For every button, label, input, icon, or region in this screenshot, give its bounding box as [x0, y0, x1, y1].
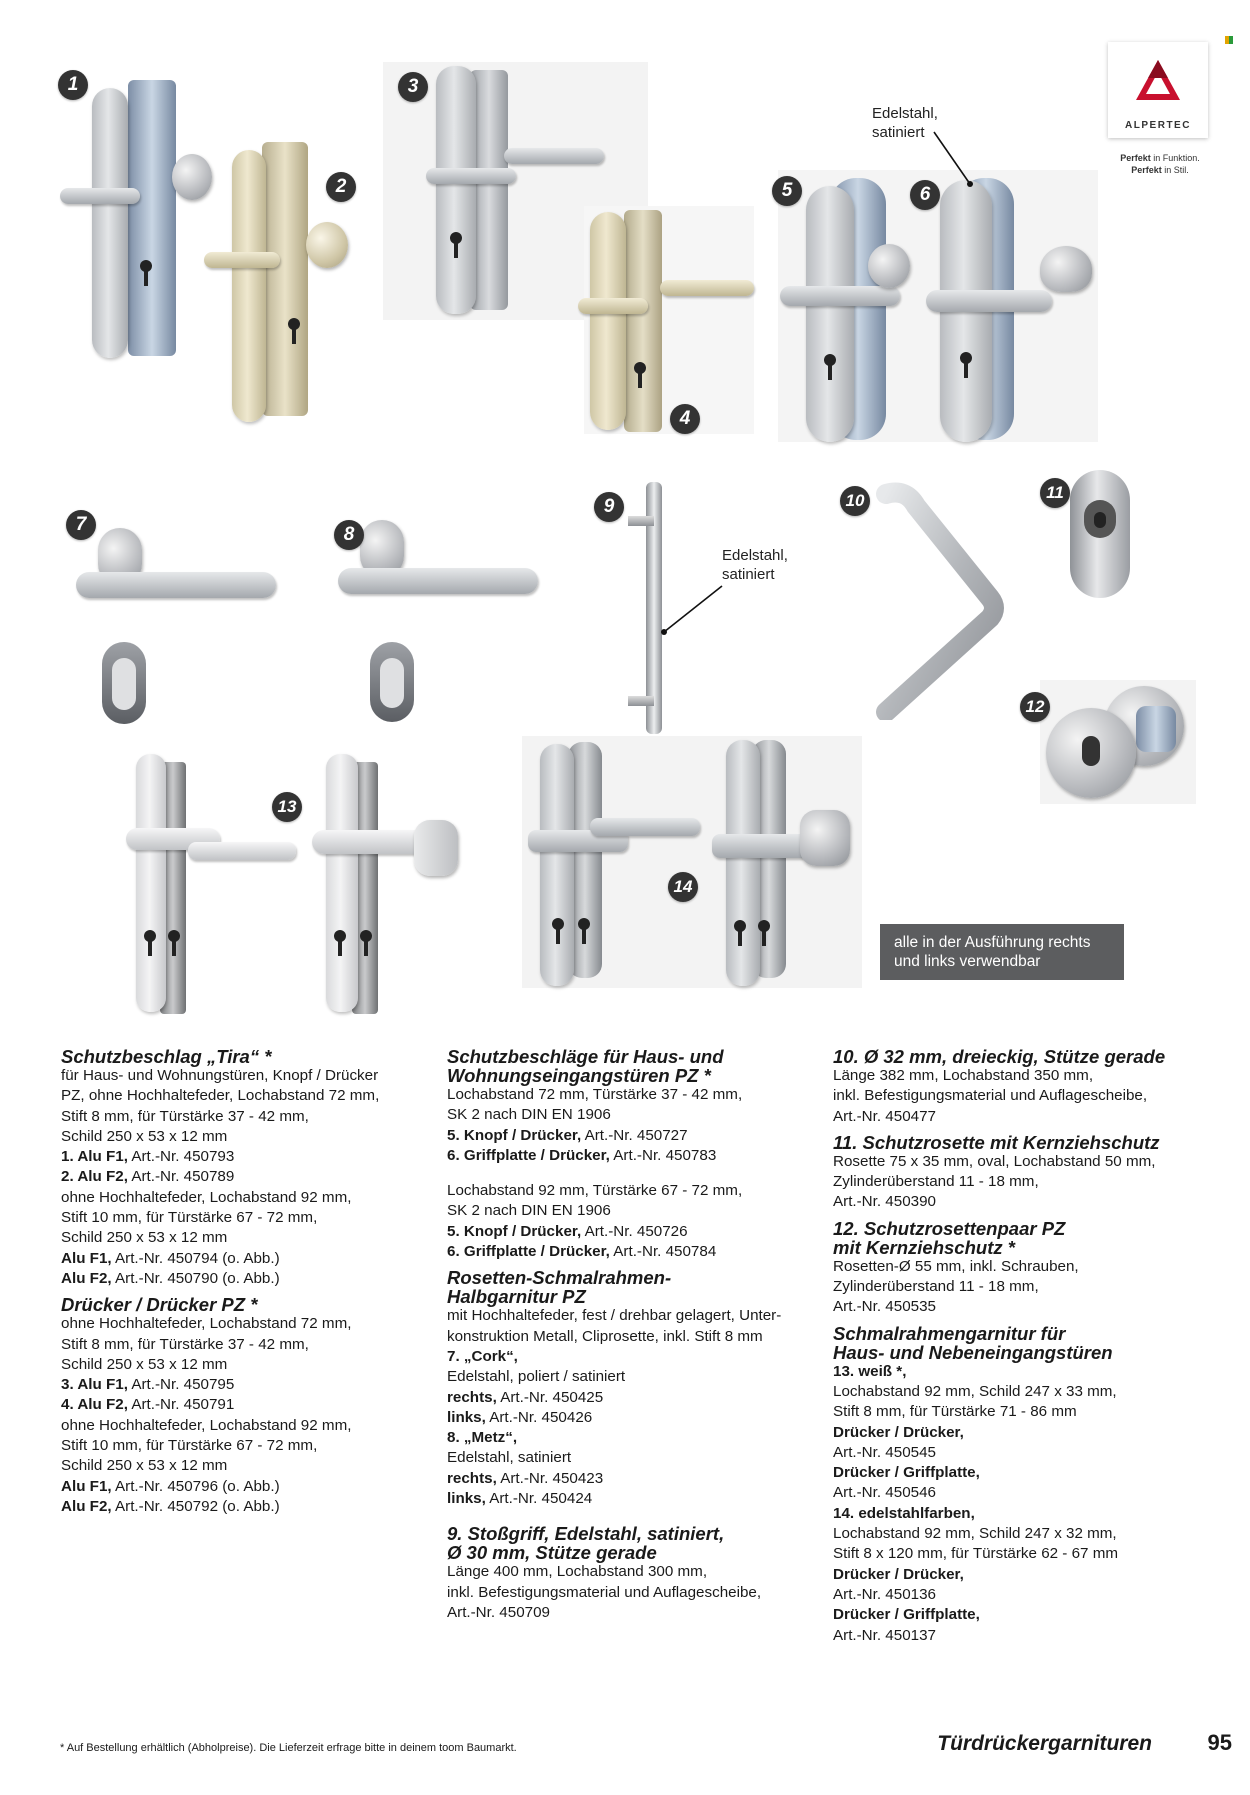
callout-line-top [930, 130, 980, 190]
text-line: Stift 10 mm, für Türstärke 67 - 72 mm, [61, 1209, 318, 1227]
text-line: Länge 400 mm, Lochabstand 300 mm, [447, 1563, 708, 1581]
article-line [447, 1388, 827, 1408]
text-line: mit Hochhaltefeder, fest / drehbar gelagert, Unter- [447, 1307, 782, 1325]
text-line: Schild 250 x 53 x 12 mm [61, 1127, 228, 1145]
article-number: Art.-Nr. 450796 (o. Abb.) [111, 1477, 280, 1495]
callout-steel-mid-line1: Edelstahl, [722, 547, 788, 564]
corner-mark [1225, 36, 1233, 44]
article-line [61, 1249, 431, 1269]
text-line: Stift 8 mm, für Türstärke 71 - 86 mm [833, 1403, 1077, 1421]
callout-steel-mid-line2: satiniert [722, 566, 775, 583]
spacer [447, 1509, 827, 1524]
section-heading: mit Kernziehschutz * [833, 1236, 1015, 1258]
bold-text-line: Drücker / Drücker, [833, 1565, 964, 1583]
text-column-left [61, 1047, 431, 1517]
alpertec-logo [1108, 42, 1208, 138]
text-line: Schild 250 x 53 x 12 mm [61, 1229, 228, 1247]
bold-text-line: Drücker / Griffplatte, [833, 1606, 980, 1624]
bold-text-line: Drücker / Drücker, [833, 1423, 964, 1441]
bold-text-line: 7. „Cork“, [447, 1347, 518, 1365]
section-heading: Halbgarnitur PZ [447, 1286, 586, 1308]
badge-3: 3 [398, 72, 428, 102]
text-line: Länge 382 mm, Lochabstand 350 mm, [833, 1067, 1094, 1084]
section-heading: Ø 30 mm, Stütze gerade [447, 1542, 657, 1564]
slogan-2-rest: in Stil. [1161, 165, 1189, 175]
callout-steel-mid [722, 546, 788, 584]
text-line: Lochabstand 92 mm, Türstärke 67 - 72 mm, [447, 1182, 743, 1200]
article-number: Art.-Nr. 450791 [127, 1396, 235, 1414]
text-line: Edelstahl, satiniert [447, 1449, 572, 1467]
text-line: Lochabstand 72 mm, Türstärke 37 - 42 mm, [447, 1086, 743, 1103]
spacer [447, 1166, 827, 1181]
badge-1: 1 [58, 70, 88, 100]
article-number: Art.-Nr. 450425 [496, 1388, 604, 1406]
text-line: inkl. Befestigungsmaterial und Auflagescheibe, [833, 1087, 1148, 1105]
text-line: Art.-Nr. 450535 [833, 1298, 936, 1316]
bold-text-line: 14. edelstahlfarben, [833, 1504, 975, 1522]
article-number: Art.-Nr. 450793 [127, 1148, 235, 1166]
text-line: Rosetten-Ø 55 mm, inkl. Schrauben, [833, 1257, 1079, 1275]
article-label: links, [447, 1408, 486, 1426]
bold-text-line: 13. weiß *, [833, 1362, 907, 1380]
text-column-middle [447, 1047, 827, 1623]
article-number: Art.-Nr. 450795 [127, 1376, 235, 1394]
article-line [61, 1147, 431, 1167]
text-line: Schild 250 x 53 x 12 mm [61, 1457, 228, 1475]
section-heading: Drücker / Drücker PZ * [61, 1294, 258, 1316]
article-line [447, 1126, 827, 1146]
text-line: PZ, ohne Hochhaltefeder, Lochabstand 72 mm, [61, 1087, 380, 1105]
article-number: Art.-Nr. 450424 [485, 1490, 593, 1508]
article-label: Alu F1, [61, 1249, 112, 1267]
article-line [61, 1269, 431, 1289]
brand-name: ALPERTEC [1125, 120, 1191, 131]
text-line: SK 2 nach DIN EN 1906 [447, 1106, 611, 1124]
section-heading: 12. Schutzrosettenpaar PZ [833, 1217, 1066, 1239]
text-line: Stift 8 mm, für Türstärke 37 - 42 mm, [61, 1107, 309, 1125]
article-line [447, 1469, 827, 1489]
article-label: 5. Knopf / Drücker, [447, 1126, 582, 1144]
article-label: Alu F2, [61, 1269, 112, 1287]
badge-2: 2 [326, 172, 356, 202]
article-line [447, 1489, 827, 1509]
usage-note-line2: und links verwendbar [894, 953, 1041, 970]
text-line: konstruktion Metall, Cliprosette, inkl. Stift 8 mm [447, 1327, 763, 1345]
article-label: links, [447, 1490, 486, 1508]
article-number: Art.-Nr. 450726 [581, 1222, 688, 1240]
slogan-1-rest: in Funktion. [1150, 153, 1200, 163]
slogan-2-bold: Perfekt [1131, 165, 1162, 175]
text-line: Lochabstand 92 mm, Schild 247 x 32 mm, [833, 1525, 1117, 1543]
text-line: Zylinderüberstand 11 - 18 mm, [833, 1278, 1039, 1296]
article-number: Art.-Nr. 450727 [581, 1126, 688, 1144]
alpertec-triangle-icon [1108, 42, 1208, 112]
article-label: rechts, [447, 1388, 497, 1406]
badge-7: 7 [66, 510, 96, 540]
text-line: Art.-Nr. 450709 [447, 1603, 550, 1621]
text-line: Edelstahl, poliert / satiniert [447, 1368, 626, 1386]
text-line: Rosette 75 x 35 mm, oval, Lochabstand 50 mm, [833, 1152, 1156, 1170]
article-line [61, 1375, 431, 1395]
text-line: Art.-Nr. 450390 [833, 1193, 936, 1211]
text-line: Art.-Nr. 450545 [833, 1443, 936, 1461]
badge-11: 11 [1040, 478, 1070, 508]
section-heading: Schmalrahmengarnitur für [833, 1322, 1066, 1344]
article-label: 3. Alu F1, [61, 1376, 128, 1394]
section-heading: 9. Stoßgriff, Edelstahl, satiniert, [447, 1523, 725, 1545]
article-label: Alu F2, [61, 1497, 112, 1515]
article-line [61, 1395, 431, 1415]
badge-10: 10 [840, 486, 870, 516]
callout-steel-top-line2: satiniert [872, 124, 925, 141]
article-label: 5. Knopf / Drücker, [447, 1222, 582, 1240]
article-line [447, 1222, 827, 1242]
article-number: Art.-Nr. 450784 [609, 1243, 717, 1261]
article-label: 4. Alu F2, [61, 1396, 128, 1414]
article-line [447, 1242, 827, 1262]
slogan-1-bold: Perfekt [1120, 153, 1151, 163]
usage-note-line1: alle in der Ausführung rechts [894, 934, 1091, 951]
article-line [61, 1497, 431, 1517]
article-number: Art.-Nr. 450789 [127, 1168, 235, 1186]
callout-steel-top-line1: Edelstahl, [872, 105, 938, 122]
callout-steel-top [872, 104, 938, 142]
article-number: Art.-Nr. 450790 (o. Abb.) [111, 1269, 280, 1287]
callout-line-mid [650, 570, 730, 640]
article-line [61, 1167, 431, 1187]
text-line: Art.-Nr. 450137 [833, 1626, 936, 1644]
article-label: rechts, [447, 1469, 497, 1487]
article-label: 2. Alu F2, [61, 1168, 128, 1186]
section-heading: 11. Schutzrosette mit Kernziehschutz [833, 1131, 1160, 1153]
section-heading: Wohnungseingangstüren PZ * [447, 1065, 711, 1086]
article-line [447, 1146, 827, 1166]
text-line: ohne Hochhaltefeder, Lochabstand 72 mm, [61, 1315, 352, 1333]
text-line: Stift 8 x 120 mm, für Türstärke 62 - 67 mm [833, 1545, 1118, 1563]
article-label: 6. Griffplatte / Drücker, [447, 1243, 610, 1261]
text-line: ohne Hochhaltefeder, Lochabstand 92 mm, [61, 1188, 352, 1206]
badge-5: 5 [772, 176, 802, 206]
article-label: 6. Griffplatte / Drücker, [447, 1146, 610, 1164]
badge-14: 14 [668, 872, 698, 902]
text-line: Art.-Nr. 450477 [833, 1107, 936, 1125]
usage-note [880, 924, 1124, 980]
footer-note: * Auf Bestellung erhältlich (Abholpreise). Die Lieferzeit erfrage bitte in deinem toom Baumarkt. [60, 1742, 517, 1754]
badge-12: 12 [1020, 692, 1050, 722]
article-number: Art.-Nr. 450794 (o. Abb.) [111, 1249, 280, 1267]
text-line: Zylinderüberstand 11 - 18 mm, [833, 1173, 1039, 1191]
text-line: SK 2 nach DIN EN 1906 [447, 1202, 611, 1220]
article-line [61, 1477, 431, 1497]
text-line: Schild 250 x 53 x 12 mm [61, 1355, 228, 1373]
text-column-right [833, 1047, 1213, 1646]
bold-text-line: Drücker / Griffplatte, [833, 1464, 980, 1482]
section-heading: Schutzbeschlag „Tira“ * [61, 1046, 272, 1067]
text-line: für Haus- und Wohnungstüren, Knopf / Drücker [61, 1067, 379, 1084]
badge-13: 13 [272, 792, 302, 822]
logo-slogan [1108, 152, 1212, 176]
text-line: Lochabstand 92 mm, Schild 247 x 33 mm, [833, 1382, 1117, 1400]
article-number: Art.-Nr. 450426 [485, 1408, 593, 1426]
text-line: Stift 8 mm, für Türstärke 37 - 42 mm, [61, 1335, 309, 1353]
section-heading: Schutzbeschläge für Haus- und [447, 1046, 724, 1067]
text-line: Art.-Nr. 450136 [833, 1585, 936, 1603]
article-number: Art.-Nr. 450792 (o. Abb.) [111, 1497, 280, 1515]
section-title: Türdrückergarnituren [937, 1732, 1152, 1755]
article-number: Art.-Nr. 450423 [496, 1469, 604, 1487]
page-number: 95 [1207, 1730, 1232, 1755]
article-line [447, 1408, 827, 1428]
text-line: inkl. Befestigungsmaterial und Auflagescheibe, [447, 1583, 762, 1601]
badge-9: 9 [594, 492, 624, 522]
text-line: Stift 10 mm, für Türstärke 67 - 72 mm, [61, 1437, 318, 1455]
badge-6: 6 [910, 180, 940, 210]
badge-4: 4 [670, 404, 700, 434]
text-line: Art.-Nr. 450546 [833, 1484, 936, 1502]
section-heading: Haus- und Nebeneingangstüren [833, 1341, 1113, 1363]
text-line: ohne Hochhaltefeder, Lochabstand 92 mm, [61, 1416, 352, 1434]
article-number: Art.-Nr. 450783 [609, 1146, 717, 1164]
section-heading: 10. Ø 32 mm, dreieckig, Stütze gerade [833, 1046, 1166, 1067]
article-label: 1. Alu F1, [61, 1148, 128, 1166]
bold-text-line: 8. „Metz“, [447, 1429, 518, 1447]
section-heading: Rosetten-Schmalrahmen- [447, 1267, 672, 1289]
article-label: Alu F1, [61, 1477, 112, 1495]
badge-8: 8 [334, 520, 364, 550]
